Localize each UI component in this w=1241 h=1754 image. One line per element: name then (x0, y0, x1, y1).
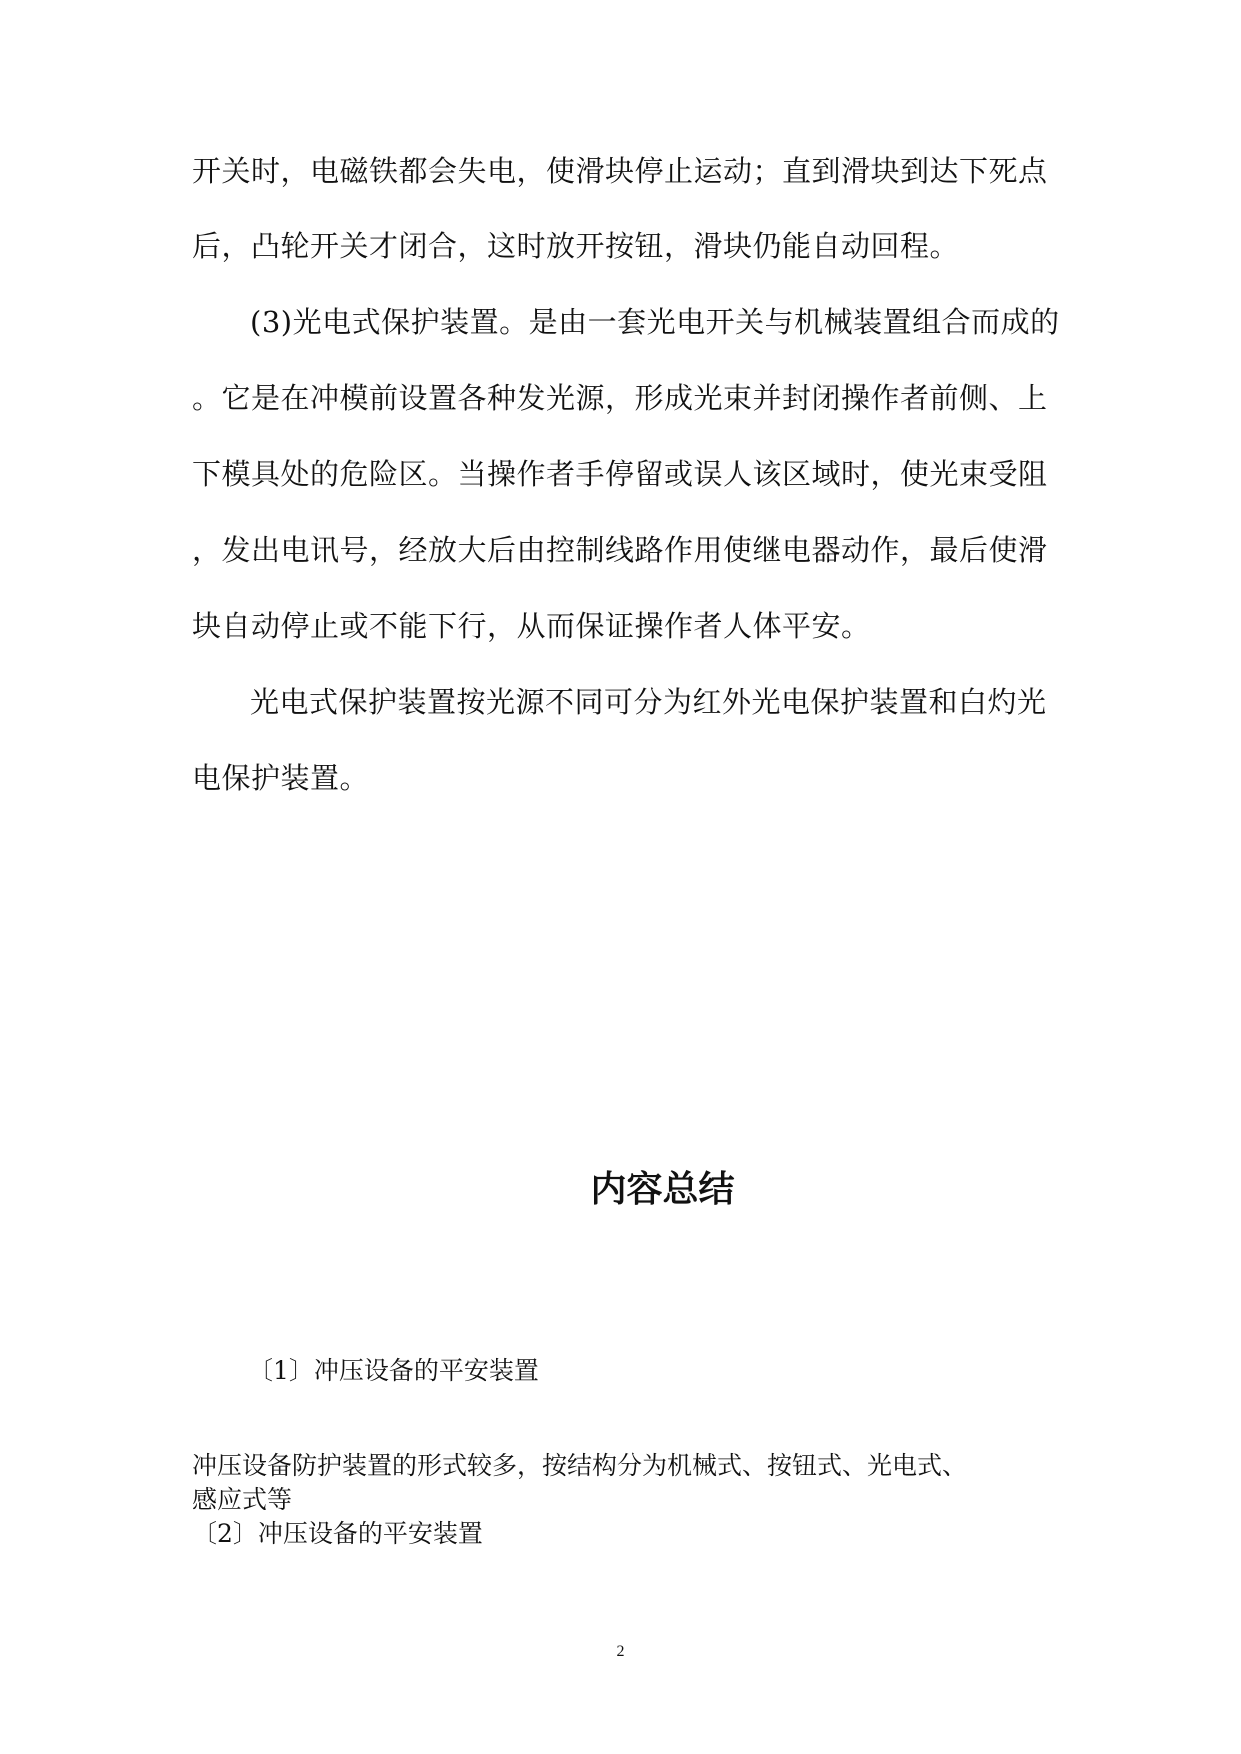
paragraph-2-line-5: 块自动停止或不能下行，从而保证操作者人体平安。 (192, 609, 871, 643)
page-number: 2 (616, 1643, 625, 1660)
paragraph-2-line-4: ，发出电讯号，经放大后由控制线路作用使继电器动作，最后使滑 (192, 533, 1048, 567)
paragraph-1-line-2: 后，凸轮开关才闭合，这时放开按钮，滑块仍能自动回程。 (192, 229, 960, 263)
summary-heading-text: 内容总结 (590, 1169, 735, 1210)
summary-text-line-1: 冲压设备防护装置的形式较多，按结构分为机械式、按钮式、光电式、 (192, 1451, 968, 1480)
summary-text-line-2: 感应式等 (192, 1485, 293, 1514)
paragraph-3-line-1: 光电式保护装置按光源不同可分为红外光电保护装置和白灼光 (250, 685, 1047, 719)
paragraph-3-line-2: 电保护装置。 (192, 761, 370, 795)
paragraph-2-line-1: (3)光电式保护装置。是由一套光电开关与机械装置组合而成的 (250, 305, 1060, 339)
paragraph-2-line-2: 。它是在冲模前设置各种发光源，形成光束并封闭操作者前侧、上 (192, 381, 1048, 415)
paragraph-1-line-1: 开关时，电磁铁都会失电，使滑块停止运动；直到滑块到达下死点 (192, 154, 1048, 188)
paragraph-2-line-3: 下模具处的危险区。当操作者手停留或误人该区域时，使光束受阻 (192, 457, 1048, 491)
summary-heading (0, 1168, 1241, 1212)
summary-item-1: 〔1〕冲压设备的平安装置 (248, 1356, 539, 1385)
summary-item-2: 〔2〕冲压设备的平安装置 (192, 1519, 483, 1548)
